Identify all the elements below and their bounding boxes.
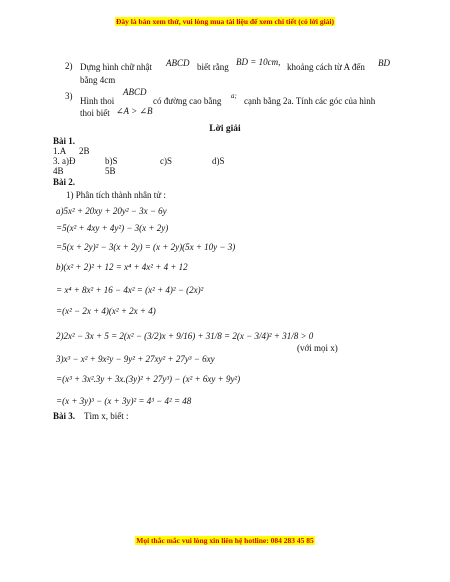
math-line-8: 3)x³ − x² + 9x²y − 9y² + 27xy² + 27y³ − 6xy xyxy=(56,354,215,364)
math-line-2: =5(x² + 4xy + 4y²) − 3(x + 2y) xyxy=(56,223,169,233)
header-banner: Đây là bản xem thử, vui lòng mua tài liệu để xem chi tiết (có lời giải) xyxy=(115,17,335,26)
bai1-r2-b: b)S xyxy=(105,156,118,166)
math-line-6: =(x² − 2x + 4)(x² + 2x + 4) xyxy=(56,306,156,316)
math-line-7: 2)2x² − 3x + 5 = 2(x² − (3/2)x + 9/16) + 31/8 = 2(x − 3/4)² + 31/8 > 0 xyxy=(56,331,314,341)
math-line-10: =(x + 3y)³ − (x + 3y)² = 4³ − 4² = 48 xyxy=(56,396,192,406)
q2-bd2: BD xyxy=(378,58,390,68)
bai1-r2-c: c)S xyxy=(160,156,172,166)
bai2-title: Bài 2. xyxy=(53,177,76,187)
math-line-1: a)5x² + 20xy + 20y² − 3x − 6y xyxy=(56,206,167,216)
q3-angle: ∠A > ∠B xyxy=(116,106,153,116)
math-line-7-note: (với mọi x) xyxy=(297,343,338,353)
bai1-r2-a: 3. a)Đ xyxy=(53,156,76,166)
q2-text-a: Dựng hình chữ nhật xyxy=(80,62,152,72)
bai1-r3-b: 5B xyxy=(105,166,116,176)
bai3-title: Bài 3. xyxy=(53,411,76,421)
q3-var: a; xyxy=(231,92,237,100)
bai3-text: Tìm x, biết : xyxy=(84,411,129,421)
bai1-r1-a: 1.A xyxy=(53,146,67,156)
q2-text-d: bằng 4cm xyxy=(80,75,116,85)
q3-text-b: có đường cao bằng xyxy=(153,96,222,106)
q2-shape: ABCD xyxy=(166,58,190,68)
q3-number: 3) xyxy=(65,91,73,101)
q2-number: 2) xyxy=(65,61,73,71)
bai1-r2-d: d)S xyxy=(212,156,225,166)
footer-banner: Mọi thắc mắc vui lòng xin liên hệ hotline: 084 283 45 85 xyxy=(136,536,314,545)
q2-text-c: khoảng cách từ A đến xyxy=(287,62,365,72)
q2-text-b: biết rằng xyxy=(197,62,229,72)
bai1-r3-a: 4B xyxy=(53,166,64,176)
q3-text-c: cạnh bằng 2a. Tính các góc của hình xyxy=(244,96,376,106)
math-line-4: b)(x² + 2)² + 12 = x⁴ + 4x² + 4 + 12 xyxy=(56,262,188,272)
math-line-9: =(x³ + 3x².3y + 3x.(3y)² + 27y³) − (x² + 6xy + 9y²) xyxy=(56,374,241,384)
q3-text-a: Hình thoi xyxy=(80,96,115,106)
bai2-subtitle: 1) Phân tích thành nhân tử : xyxy=(66,190,166,200)
math-line-3: =5(x + 2y)² − 3(x + 2y) = (x + 2y)(5x + 10y − 3) xyxy=(56,242,236,252)
solution-title: Lời giải xyxy=(209,124,241,134)
bai1-title: Bài 1. xyxy=(53,136,76,146)
q3-shape: ABCD xyxy=(123,87,147,97)
q2-bd: BD = 10cm, xyxy=(236,57,281,67)
bai1-r1-b: 2B xyxy=(79,146,90,156)
math-line-5: = x⁴ + 8x² + 16 − 4x² = (x² + 4)² − (2x)² xyxy=(56,285,204,295)
q3-text-d: thoi biết xyxy=(80,108,110,118)
